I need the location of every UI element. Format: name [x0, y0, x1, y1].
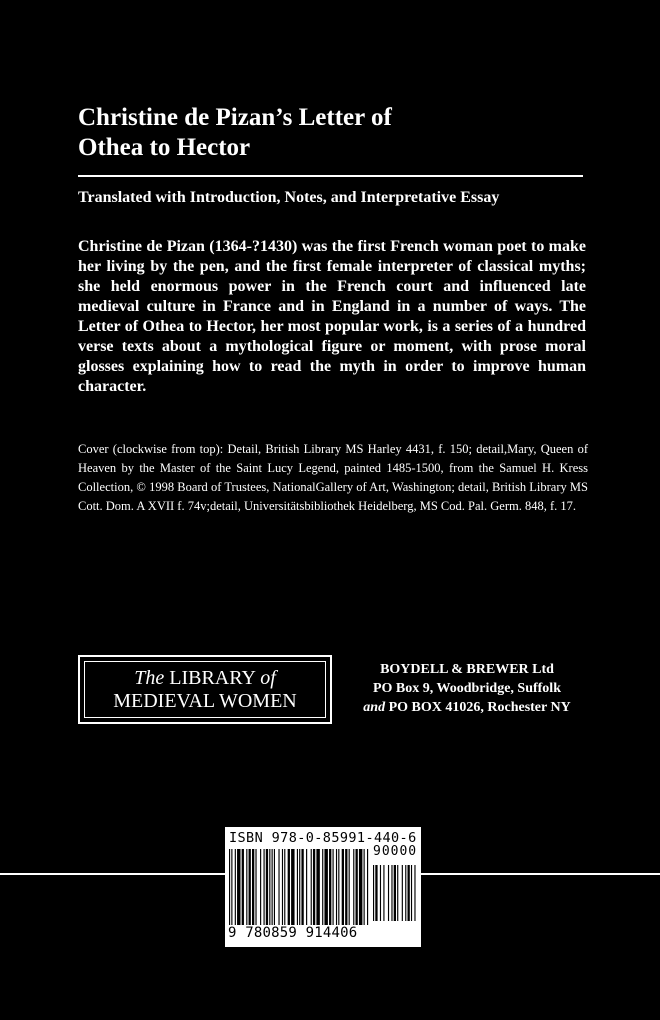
- barcode-bar: [235, 849, 236, 931]
- barcode-bar: [274, 849, 275, 931]
- addon-barcode-bars: [373, 865, 417, 945]
- barcode-bar: [345, 849, 347, 931]
- ean-barcode-bars: [229, 849, 369, 931]
- barcode-bar: [359, 849, 362, 931]
- book-title-line1: Christine de Pizan’s Letter of: [78, 104, 392, 131]
- barcode-bar: [282, 849, 283, 931]
- series-of: of: [260, 666, 276, 689]
- ean-digits: 9 780859 914406: [228, 925, 378, 941]
- barcode-bar: [414, 865, 415, 921]
- barcode-bar: [411, 865, 412, 921]
- barcode-bar: [349, 849, 350, 931]
- isbn-label: ISBN 978-0-85991-440-6: [229, 830, 417, 846]
- barcode-bar: [291, 849, 294, 931]
- barcode-bar: [313, 849, 315, 931]
- publisher-and: and: [363, 700, 386, 715]
- series-logo-inner: [84, 661, 326, 718]
- barcode-bar: [364, 849, 365, 931]
- barcode-bar: [237, 849, 240, 931]
- barcode-bar: [266, 849, 268, 931]
- barcode: [225, 827, 421, 947]
- barcode-bar: [397, 865, 398, 921]
- series-line2: MEDIEVAL WOMEN: [113, 689, 297, 712]
- barcode-bar: [329, 849, 331, 931]
- book-title: [78, 103, 598, 163]
- series-library: LIBRARY: [164, 666, 261, 689]
- barcode-bar: [324, 849, 327, 931]
- publisher-address2: PO BOX 41026, Rochester NY: [385, 700, 571, 715]
- barcode-bar: [373, 865, 374, 921]
- barcode-bar: [242, 849, 244, 931]
- barcode-bar: [316, 849, 319, 931]
- barcode-bar: [255, 849, 256, 931]
- barcode-bar: [394, 865, 396, 921]
- barcode-bar: [336, 849, 337, 931]
- book-subtitle: Translated with Introduction, Notes, and Interpretative Essay: [78, 189, 500, 206]
- book-description: Christine de Pizan (1364-?1430) was the first French woman poet to make her living by the pen, and the first female interpreter of classical myths; she held enormous power in the French court and influenced late medieval culture in France and in England in a number of ways. The Letter of Othea to Hector, her most popular work, is a series of a hundred verse texts about a mythological figure or moment, with prose moral glosses explaining how to read the myth in order to improve human character.: [78, 238, 586, 395]
- barcode-bar: [246, 849, 247, 931]
- series-logo: [78, 655, 332, 724]
- barcode-bar: [229, 849, 230, 931]
- barcode-bar: [338, 849, 339, 931]
- barcode-bar: [299, 849, 300, 931]
- barcode-bar: [375, 865, 377, 921]
- series-line1: [134, 667, 276, 690]
- cover-credit: Cover (clockwise from top): Detail, British Library MS Harley 4431, f. 150; detail,Mary, Queen of Heaven by the Master of the Saint Lucy Legend, painted 1485-1500, from the Samuel H. Kress Collection, © 1998 Board of Trustees, NationalGallery of Art, Washington; detail, British Library MS Cott. Dom. A XVII f. 74v;detail, Universitätsbibliothek Heidelberg, MS Cod. Pal. Germ. 848, f. 17.: [78, 442, 588, 513]
- barcode-bar: [367, 849, 368, 931]
- barcode-bar: [231, 849, 232, 931]
- barcode-bar: [333, 849, 334, 931]
- barcode-bar: [288, 849, 290, 931]
- publisher-address2-line: [342, 698, 592, 717]
- title-divider: [78, 175, 583, 177]
- barcode-bar: [260, 849, 261, 931]
- barcode-bar: [356, 849, 358, 931]
- barcode-bar: [342, 849, 344, 931]
- barcode-bar: [306, 849, 307, 931]
- barcode-bar: [264, 849, 265, 931]
- barcode-bar: [402, 865, 403, 921]
- barcode-bar: [272, 849, 273, 931]
- barcode-bar: [301, 849, 303, 931]
- barcode-bar: [322, 849, 323, 931]
- barcode-bar: [297, 849, 298, 931]
- price-code: 90000: [373, 844, 418, 859]
- barcode-bar: [391, 865, 392, 921]
- barcode-bar: [252, 849, 254, 931]
- barcode-bar: [383, 865, 384, 921]
- barcode-bar: [388, 865, 389, 921]
- barcode-bar: [408, 865, 410, 921]
- barcode-bar: [269, 849, 270, 931]
- barcode-bar: [405, 865, 406, 921]
- series-the: The: [134, 666, 165, 689]
- book-title-line2: Othea to Hector: [78, 134, 251, 161]
- publisher-block: [342, 660, 592, 717]
- barcode-bar: [278, 849, 279, 931]
- publisher-address1: PO Box 9, Woodbridge, Suffolk: [372, 681, 561, 696]
- barcode-bar: [284, 849, 285, 931]
- barcode-bar: [249, 849, 251, 931]
- barcode-bar: [311, 849, 312, 931]
- publisher-name: BOYDELL & BREWER Ltd: [380, 662, 554, 677]
- barcode-bar: [380, 865, 381, 921]
- barcode-bar: [353, 849, 354, 931]
